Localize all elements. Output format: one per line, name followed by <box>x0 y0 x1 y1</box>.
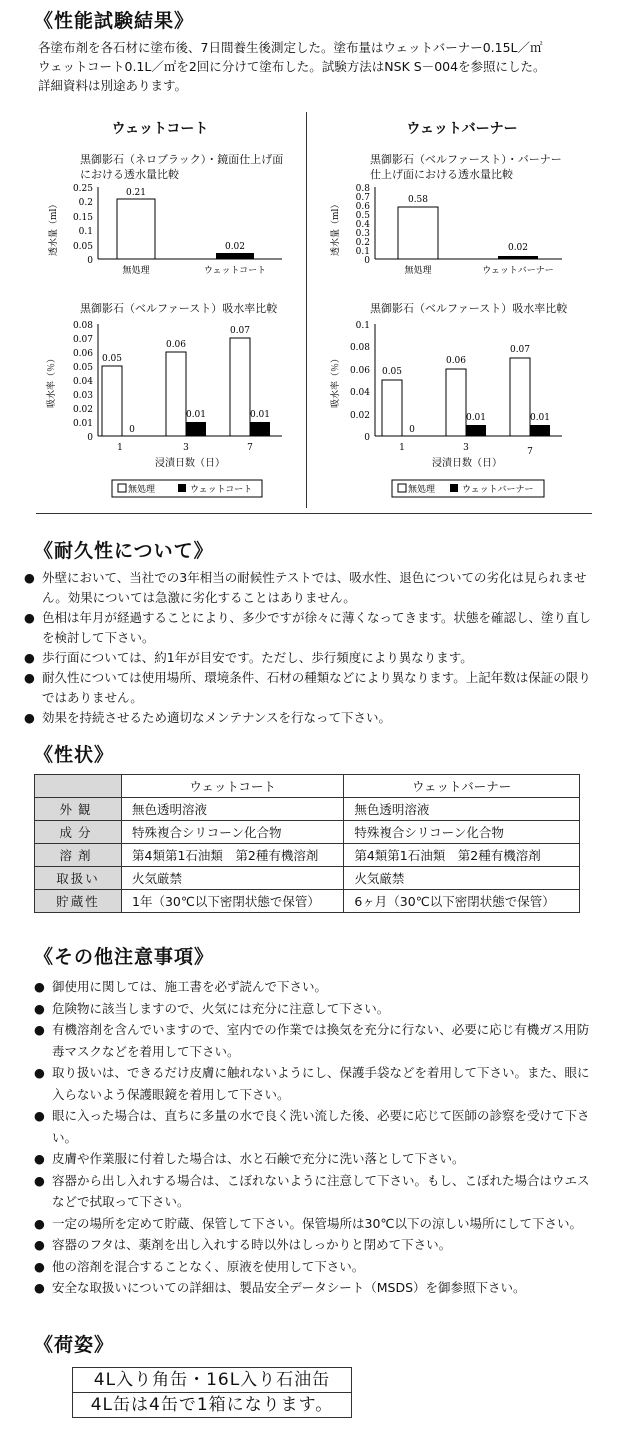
bar-untreated-day1 <box>102 366 122 436</box>
list-item <box>34 1213 600 1235</box>
table-row <box>35 867 580 890</box>
properties-table-wrap <box>34 774 580 913</box>
legend <box>112 480 262 497</box>
list-item-text: 危険物に該当しますので、火気には充分に注意して下さい。 <box>52 1000 390 1016</box>
bullet-icon: ● <box>34 1280 45 1295</box>
y-tick: 0.06 <box>72 349 93 359</box>
y-tick: 0.03 <box>72 391 93 401</box>
list-item <box>34 1062 600 1105</box>
cell-coat: 無色透明溶液 <box>122 798 344 821</box>
bullet-icon: ● <box>34 1000 45 1016</box>
bar-value-label: 0.01 <box>465 413 487 423</box>
bar-treated-day7 <box>530 425 550 436</box>
list-item-text: 一定の場所を定めて貯蔵、保管して下さい。保管場所は30℃以下の涼しい場所にして下さい。 <box>52 1215 582 1231</box>
x-category: 1 <box>399 443 405 453</box>
chart1-y-label: 透水量（ml） <box>49 199 59 256</box>
chart1-title-line: 仕上げ面における透水量比較 <box>370 168 513 181</box>
bullet-icon: ● <box>34 1151 45 1166</box>
list-item <box>34 1019 600 1062</box>
y-tick: 0.2 <box>78 198 93 208</box>
list-item <box>24 708 598 728</box>
chart1 <box>329 184 562 276</box>
y-tick: 0.4 <box>355 220 370 230</box>
y-tick: 0.7 <box>355 193 370 203</box>
y-tick: 0 <box>87 433 93 443</box>
bar-untreated-day7 <box>510 358 530 436</box>
bar-treated <box>216 253 254 259</box>
performance-heading: 《性能試験結果》 <box>34 10 195 32</box>
bullet-icon: ● <box>34 1258 45 1274</box>
chart2-x-label: 浸漬日数（日） <box>432 458 502 469</box>
bar-untreated-day3 <box>446 369 466 436</box>
y-tick: 0.04 <box>72 377 93 387</box>
bar-treated-day3 <box>466 425 486 436</box>
y-tick: 0.8 <box>355 184 370 194</box>
y-tick: 0.02 <box>72 405 93 415</box>
list-item-text: 効果を持続させるため適切なメンテナンスを行なって下さい。 <box>42 710 392 725</box>
row-header: 溶剤 <box>35 844 122 867</box>
y-tick: 0.08 <box>72 321 93 331</box>
bullet-icon: ● <box>34 1022 45 1037</box>
y-tick: 0.3 <box>355 229 370 239</box>
row-header: 成分 <box>35 821 122 844</box>
x-category: 7 <box>527 447 533 457</box>
bar-value-label: 0 <box>129 425 135 435</box>
legend-label: 無処理 <box>408 485 436 495</box>
legend-swatch-white <box>118 484 126 492</box>
list-item-text: 有機溶剤を含んでいますので、室内での作業では換気を充分に行ない、必要に応じ有機ガス用防毒マスクなどを着用して下さい。 <box>52 1022 590 1059</box>
legend-label: ウェットコート <box>190 485 253 495</box>
y-tick: 0 <box>87 256 93 266</box>
bullet-icon: ● <box>34 1237 45 1252</box>
bullet-icon: ● <box>24 650 35 665</box>
y-tick: 0.1 <box>78 227 93 237</box>
table-row <box>35 844 580 867</box>
bar-value-label: 0.05 <box>381 367 403 377</box>
bar-untreated-day7 <box>230 338 250 436</box>
list-item <box>24 668 598 708</box>
bullet-icon: ● <box>34 1215 45 1231</box>
chart2-x-label: 浸漬日数（日） <box>155 458 225 469</box>
panel-charts-svg <box>312 112 612 508</box>
bar-value-label: 0.06 <box>165 340 187 350</box>
cell-coat: 1年（30℃以下密閉状態で保管） <box>122 890 344 913</box>
intro-line: 各塗布剤を各石材に塗布後、7日間養生後測定した。塗布量はウェットバーナー0.15L／㎡ <box>38 40 543 55</box>
list-item <box>24 568 598 608</box>
bar-untreated-day3 <box>166 352 186 436</box>
y-tick: 0.5 <box>355 211 370 221</box>
bullet-icon: ● <box>34 1172 45 1188</box>
bar-value-label: 0.06 <box>445 356 467 366</box>
list-item <box>34 1105 600 1148</box>
packaging-heading: 《荷姿》 <box>34 1334 115 1356</box>
list-item-text: 他の溶剤を混合することなく、原液を使用して下さい。 <box>52 1258 365 1274</box>
bar-untreated-day1 <box>382 380 402 436</box>
table-row <box>35 798 580 821</box>
list-item <box>34 1234 600 1256</box>
panel-divider <box>306 112 307 508</box>
y-tick: 0.1 <box>355 321 370 331</box>
bar-value-label: 0.01 <box>249 410 271 420</box>
chart2-y-label: 吸水率（％） <box>331 353 341 408</box>
bar-value-label: 0 <box>409 425 415 435</box>
chart2-y-label: 吸水率（％） <box>47 353 57 408</box>
bar-treated <box>498 256 538 259</box>
x-category: 7 <box>247 443 253 453</box>
bar-value-label: 0.02 <box>507 243 529 253</box>
panel-wet-coat <box>20 112 300 508</box>
y-tick: 0 <box>364 433 370 443</box>
cell-coat: 特殊複合シリコーン化合物 <box>122 821 344 844</box>
section-divider <box>36 513 592 514</box>
y-tick: 0 <box>364 256 370 266</box>
chart2 <box>45 321 282 469</box>
bar-value-label: 0.21 <box>125 188 147 198</box>
panel-title: ウェットバーナー <box>406 121 518 137</box>
list-item-text: 皮膚や作業服に付着した場合は、水と石鹸で充分に洗い落として下さい。 <box>52 1151 465 1166</box>
durability-list <box>24 568 598 728</box>
cell-burner: 第4類第1石油類 第2種有機溶剤 <box>344 844 580 867</box>
list-item <box>34 1170 600 1213</box>
bar-value-label: 0.01 <box>529 413 551 423</box>
chart1 <box>47 184 282 276</box>
y-tick: 0.05 <box>72 363 93 373</box>
bullet-icon: ● <box>24 610 35 625</box>
cell-coat: 火気厳禁 <box>122 867 344 890</box>
properties-heading: 《性状》 <box>34 744 115 766</box>
intro-line: ウェットコート0.1L／㎡を2回に分けて塗布した。試験方法はNSK S－004を参照にした。 <box>38 59 546 74</box>
chart2-title: 黒御影石（ベルファースト）吸水率比較 <box>370 302 568 315</box>
row-header: 貯蔵性 <box>35 890 122 913</box>
column-header: ウェットコート <box>122 775 344 798</box>
legend-swatch-white <box>398 484 406 492</box>
legend <box>392 480 544 497</box>
list-item-text: 取り扱いは、できるだけ皮膚に触れないようにし、保護手袋などを着用して下さい。また、眼に入らないよう保護眼鏡を着用して下さい。 <box>52 1065 590 1102</box>
list-item <box>34 976 600 998</box>
panel-title: ウェットコート <box>111 121 209 137</box>
x-category: ウェットバーナー <box>482 266 554 276</box>
y-tick: 0.08 <box>349 343 370 353</box>
bar-value-label: 0.02 <box>224 242 246 252</box>
bar-value-label: 0.58 <box>407 195 429 205</box>
intro-line: 詳細資料は別途あります。 <box>38 78 188 93</box>
list-item <box>34 1277 600 1299</box>
x-category: 無処理 <box>122 266 150 276</box>
list-item-text: 耐久性については使用場所、環境条件、石材の種類などにより異なります。上記年数は保証の限りではありません。 <box>42 670 591 705</box>
chart1-title-line: における透水量比較 <box>80 168 179 181</box>
chart1-y-label: 透水量（ml） <box>331 199 341 256</box>
y-tick: 0.1 <box>355 247 370 257</box>
packaging-line-1: 4L入り角缶・16L入り石油缶 <box>72 1367 352 1393</box>
y-tick: 0.02 <box>349 411 370 421</box>
column-header: ウェットバーナー <box>344 775 580 798</box>
y-tick: 0.05 <box>72 242 93 252</box>
cautions-list <box>34 976 600 1299</box>
bar-value-label: 0.07 <box>509 345 531 355</box>
table-header-row <box>35 775 580 798</box>
x-category: 無処理 <box>404 266 432 276</box>
bar-untreated <box>398 207 438 259</box>
x-category: 1 <box>117 443 123 453</box>
y-tick: 0.6 <box>355 202 370 212</box>
y-tick: 0.25 <box>72 184 93 194</box>
cautions-heading: 《その他注意事項》 <box>34 946 215 968</box>
chart2-title: 黒御影石（ベルファースト）吸水率比較 <box>80 302 278 315</box>
properties-table <box>34 774 580 913</box>
bullet-icon: ● <box>24 570 35 585</box>
table-row <box>35 890 580 913</box>
row-header: 取扱い <box>35 867 122 890</box>
chart1-title-line: 黒御影石（ネロブラック）・鏡面仕上げ面 <box>80 153 284 166</box>
list-item-text: 御使用に関しては、施工書を必ず読んで下さい。 <box>52 979 328 994</box>
cell-burner: 無色透明溶液 <box>344 798 580 821</box>
panel-wet-burner <box>312 112 612 508</box>
list-item-text: 眼に入った場合は、直ちに多量の水で良く洗い流した後、必要に応じて医師の診察を受けて下さい。 <box>52 1108 590 1145</box>
list-item-text: 歩行面については、約1年が目安です。ただし、歩行頻度により異なります。 <box>42 650 473 665</box>
list-item-text: 安全な取扱いについての詳細は、製品安全データシート（MSDS）を御参照下さい。 <box>52 1280 526 1295</box>
bullet-icon: ● <box>34 1065 45 1080</box>
panel-charts-svg <box>20 112 300 508</box>
y-tick: 0.06 <box>349 366 370 376</box>
list-item <box>34 998 600 1020</box>
bar-value-label: 0.01 <box>185 410 207 420</box>
list-item-text: 容器から出し入れする場合は、こぼれないように注意して下さい。もし、こぼれた場合はウエスなどで拭取って下さい。 <box>52 1172 590 1209</box>
list-item-text: 容器のフタは、薬剤を出し入れする時以外はしっかりと閉めて下さい。 <box>52 1237 452 1252</box>
list-item <box>24 648 598 668</box>
bullet-icon: ● <box>24 670 35 685</box>
bullet-icon: ● <box>24 710 35 725</box>
list-item <box>34 1148 600 1170</box>
bullet-icon: ● <box>34 979 45 994</box>
bar-treated-day7 <box>250 422 270 436</box>
durability-heading: 《耐久性について》 <box>34 540 214 562</box>
list-item <box>24 608 598 648</box>
packaging-line-2: 4L缶は4缶で1箱になります。 <box>72 1392 352 1418</box>
x-category: 3 <box>183 443 189 453</box>
chart2 <box>329 321 562 469</box>
bar-treated-day3 <box>186 422 206 436</box>
row-header: 外観 <box>35 798 122 821</box>
bar-untreated <box>117 199 155 259</box>
list-item-text: 外壁において、当社での3年相当の耐候性テストでは、吸水性、退色についての劣化は見られません。効果については急激に劣化することはありません。 <box>42 570 587 605</box>
bullet-icon: ● <box>34 1108 45 1123</box>
legend-swatch-black <box>450 484 458 492</box>
y-tick: 0.15 <box>72 213 93 223</box>
legend-label: ウェットバーナー <box>462 485 534 495</box>
bar-value-label: 0.07 <box>229 326 251 336</box>
cell-burner: 特殊複合シリコーン化合物 <box>344 821 580 844</box>
list-item <box>34 1256 600 1278</box>
list-item-text: 色相は年月が経過することにより、多少ですが徐々に薄くなってきます。状態を確認し、塗り直しを検討して下さい。 <box>42 610 592 645</box>
x-category: ウェットコート <box>203 266 267 276</box>
x-category: 3 <box>463 443 469 453</box>
cell-coat: 第4類第1石油類 第2種有機溶剤 <box>122 844 344 867</box>
cell-burner: 6ヶ月（30℃以下密閉状態で保管） <box>344 890 580 913</box>
table-corner <box>35 775 122 798</box>
legend-label: 無処理 <box>128 485 156 495</box>
y-tick: 0.2 <box>355 238 370 248</box>
cell-burner: 火気厳禁 <box>344 867 580 890</box>
performance-intro <box>38 38 628 95</box>
table-row <box>35 821 580 844</box>
y-tick: 0.07 <box>72 335 93 345</box>
y-tick: 0.04 <box>349 388 370 398</box>
y-tick: 0.01 <box>72 419 93 429</box>
bar-value-label: 0.05 <box>101 354 123 364</box>
legend-swatch-black <box>178 484 186 492</box>
chart1-title-line: 黒御影石（ベルファースト）・バーナー <box>370 153 562 166</box>
